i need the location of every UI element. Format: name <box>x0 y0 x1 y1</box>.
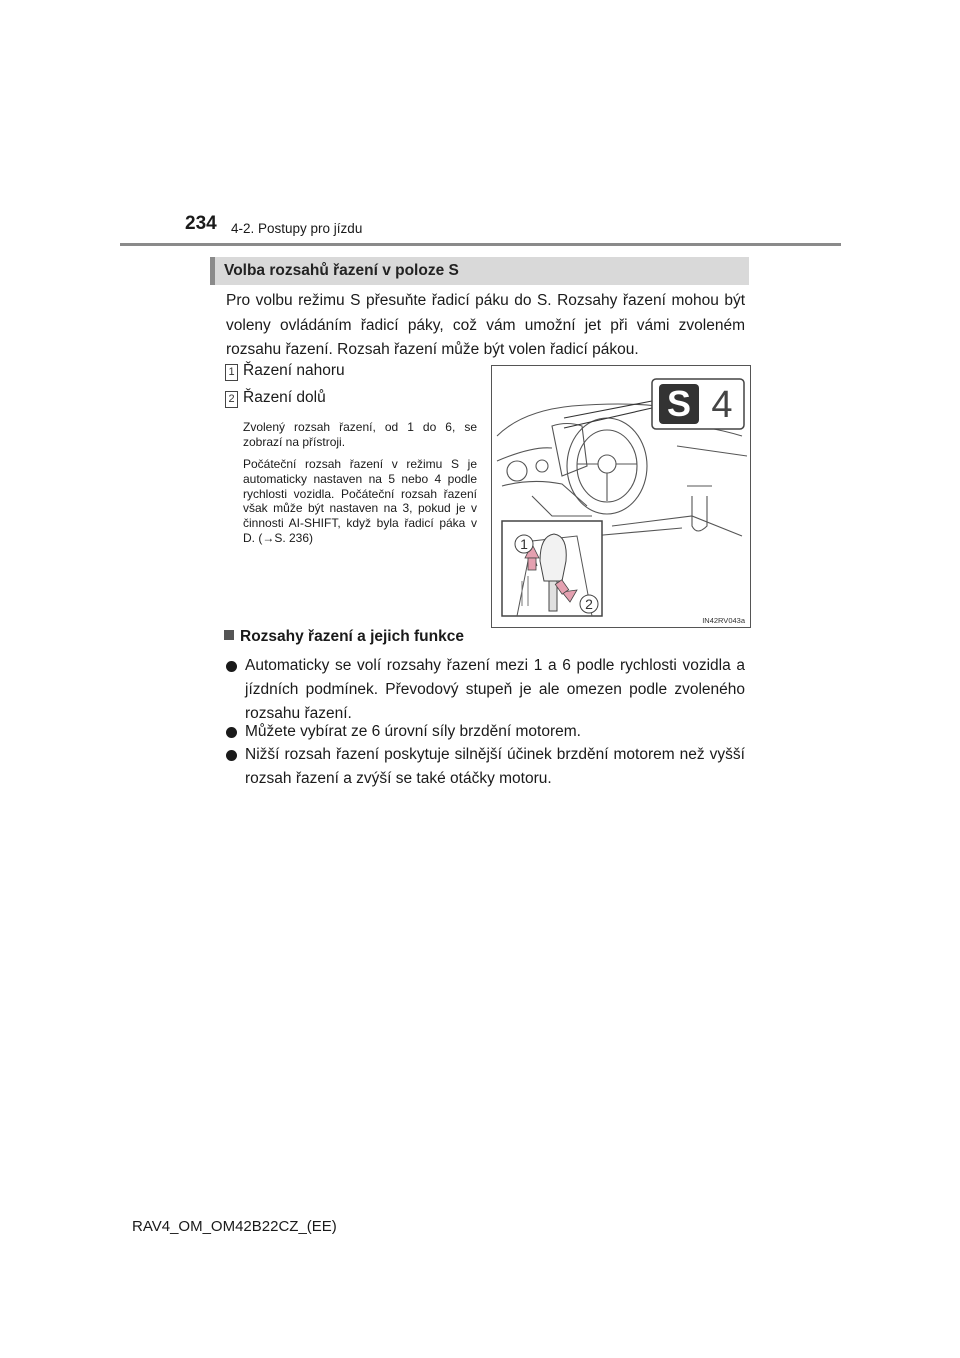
section-title: Volba rozsahů řazení v poloze S <box>224 262 459 279</box>
subsection-title: Rozsahy řazení a jejich funkce <box>240 628 464 645</box>
page-number: 234 <box>185 213 217 234</box>
display-gear-number: 4 <box>711 384 733 426</box>
callout-shift-down: 2 <box>585 596 593 612</box>
callout-shift-up: 1 <box>520 536 528 552</box>
section-header <box>210 257 749 285</box>
note-paragraph: Zvolený rozsah řazení, od 1 do 6, se zobrazí na přístroji. <box>243 420 477 449</box>
item-number-badge: 2 <box>225 391 238 408</box>
bullet-dot-icon <box>226 661 237 672</box>
header-rule <box>120 243 841 246</box>
item-number-badge: 1 <box>225 364 238 381</box>
subsection-heading <box>224 628 464 646</box>
document-code: RAV4_OM_OM42B22CZ_(EE) <box>132 1218 337 1235</box>
display-mode-letter: S <box>666 383 692 424</box>
bullet-dot-icon <box>226 750 237 761</box>
chapter-title: 4-2. Postupy pro jízdu <box>231 221 363 236</box>
bullet-dot-icon <box>226 727 237 738</box>
square-bullet-icon <box>224 630 234 640</box>
item-label-shift-up: Řazení nahoru <box>243 362 345 379</box>
intro-paragraph: Pro volbu režimu S přesuňte řadicí páku do S. Rozsahy řazení mohou být voleny ovládáním řadicí páky, což vám umožní jet při vámi zvoleném rozsahu řazení. Rozsah řazení může být volen řadicí pákou. <box>226 292 745 358</box>
car-interior-drawing <box>492 366 750 627</box>
shift-lever-illustration <box>491 365 751 628</box>
item-label-shift-down: Řazení dolů <box>243 389 326 406</box>
list-item <box>226 654 745 726</box>
note-paragraph: Počáteční rozsah řazení v režimu S je automaticky nastaven na 5 nebo 4 podle rychlosti vozidla. Počáteční rozsah řazení však může být nastaven na 3, pokud je v činnosti AI-SHIFT, když byla řadicí páka v D. (→S. 236) <box>243 457 477 545</box>
list-item-text: Nižší rozsah řazení poskytuje silnější účinek brzdění motorem než vyšší rozsah řazení a zvýší se také otáčky motoru. <box>245 746 745 787</box>
section-marker <box>210 257 215 285</box>
display-indicator <box>652 379 744 429</box>
list-item-text: Můžete vybírat ze 6 úrovní síly brzdění motorem. <box>245 723 581 740</box>
list-item <box>226 743 745 791</box>
figure-code: IN42RV043a <box>702 616 745 625</box>
list-item-text: Automaticky se volí rozsahy řazení mezi 1 a 6 podle rychlosti vozidla a jízdních podmínek. Převodový stupeň je ale omezen podle zvoleného rozsahu řazení. <box>245 657 745 722</box>
list-item <box>226 720 745 744</box>
